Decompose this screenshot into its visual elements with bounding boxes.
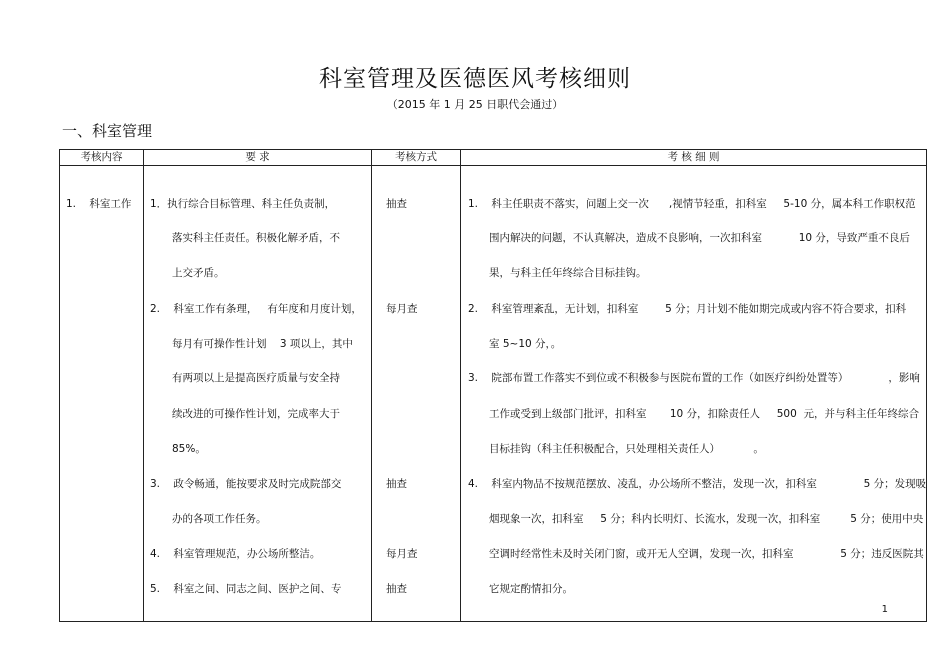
requirement-line: 85%。: [172, 443, 206, 455]
detail-line: 1. 科主任职责不落实，问题上交一次 ,视情节轻重，扣科室 5-10 分，属本科工作职权范: [468, 198, 916, 210]
header-requirements: 要 求: [144, 150, 372, 166]
header-assessment-details: 考 核 细 则: [461, 150, 927, 166]
detail-line: 工作或受到上级部门批评，扣科室 10 分，扣除责任人 500 元，并与科主任年终综合: [489, 408, 919, 420]
document-title: 科室管理及医德医风考核细则: [319, 66, 631, 92]
requirement-line: 2. 科室工作有条理， 有年度和月度计划，: [150, 303, 362, 315]
table-header-row: [60, 150, 927, 166]
detail-line: 空调时经常性未及时关闭门窗，或开无人空调，发现一次，扣科室 5 分；违反医院其: [489, 548, 924, 560]
section-heading: 一、科室管理: [62, 122, 153, 140]
requirement-line: 每月有可操作性计划 3 项以上，其中: [172, 338, 353, 350]
detail-line: 果，与科主任年终综合目标挂钩。: [489, 267, 647, 279]
detail-line: 目标挂钩（科主任积极配合，只处理相关责任人） 。: [489, 443, 764, 455]
document-subtitle: （2015 年 1 月 25 日职代会通过）: [386, 98, 564, 111]
detail-line: 室 5~10 分，。: [489, 338, 562, 350]
method-text: 抽查: [386, 478, 407, 490]
detail-line: 它规定酌情扣分。: [489, 583, 573, 595]
requirement-line: 办的各项工作任务。: [172, 513, 267, 525]
details-cell: [461, 166, 927, 622]
assessment-table: [59, 149, 927, 622]
method-text: 抽查: [386, 198, 407, 210]
requirement-line: 3. 政令畅通，能按要求及时完成院部交: [150, 478, 342, 490]
detail-line: 4. 科室内物品不按规范摆放、凌乱，办公场所不整洁，发现一次，扣科室 5 分；发现吸: [468, 478, 927, 490]
requirement-line: 5. 科室之间、同志之间、医护之间、专: [150, 583, 342, 595]
method-cell: [372, 166, 461, 622]
requirements-cell: [144, 166, 372, 622]
requirement-line: 上交矛盾。: [172, 267, 225, 279]
content-cell: [60, 166, 144, 622]
detail-line: 围内解决的问题，不认真解决，造成不良影响，一次扣科室 10 分，导致严重不良后: [489, 232, 910, 244]
detail-line: 2. 科室管理紊乱，无计划，扣科室 5 分；月计划不能如期完成或内容不符合要求，扣科: [468, 303, 907, 315]
page-number: 1: [881, 604, 888, 615]
table-row: [60, 166, 927, 622]
header-assessment-method: 考核方式: [372, 150, 461, 166]
requirement-line: 落实科主任责任。积极化解矛盾，不: [172, 232, 340, 244]
header-assessment-content: 考核内容: [60, 150, 144, 166]
requirement-line: 有两项以上是提高医疗质量与安全持: [172, 372, 340, 384]
requirement-line: 1．执行综合目标管理、科主任负责制，: [150, 198, 336, 210]
detail-line: 烟现象一次，扣科室 5 分；科内长明灯、长流水，发现一次，扣科室 5 分；使用中央: [489, 513, 924, 525]
requirement-line: 4. 科室管理规范，办公场所整洁。: [150, 548, 321, 560]
method-text: 抽查: [386, 583, 407, 595]
detail-line: 3. 院部布置工作落实不到位或不积极参与医院布置的工作（如医疗纠纷处置等） ，影响: [468, 372, 920, 384]
requirement-line: 续改进的可操作性计划，完成率大于: [172, 408, 340, 420]
method-text: 每月查: [386, 303, 418, 315]
method-text: 每月查: [386, 548, 418, 560]
content-text: 1. 科室工作: [66, 198, 132, 210]
